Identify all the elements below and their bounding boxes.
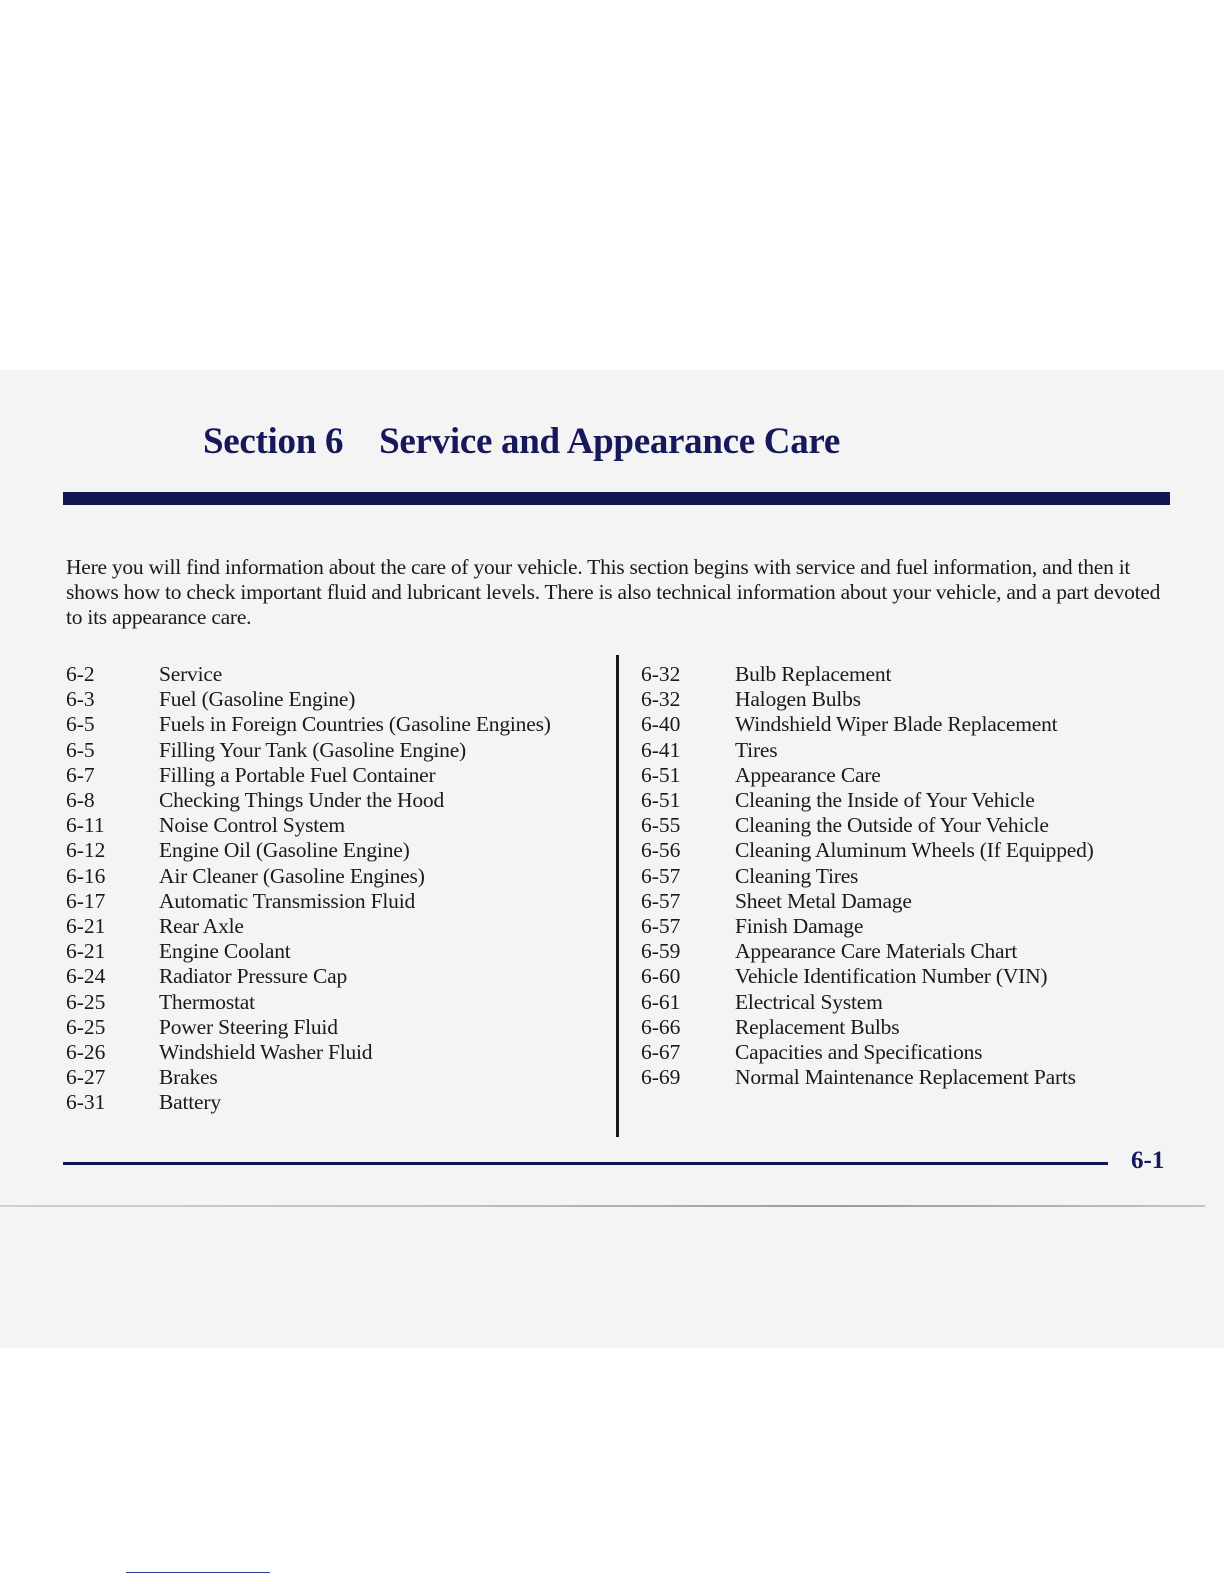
toc-entry-title: Appearance Care — [735, 762, 881, 787]
toc-page-number: 6-56 — [641, 838, 681, 863]
toc-entry-title: Bulb Replacement — [735, 662, 892, 686]
toc-entry[interactable] — [641, 838, 1181, 863]
toc-entry-title: Cleaning the Inside of Your Vehicle — [735, 788, 1035, 813]
toc-entry[interactable] — [66, 1040, 606, 1065]
toc-page-number: 6-3 — [66, 687, 95, 712]
toc-entry-title: Vehicle Identification Number (VIN) — [735, 964, 1048, 989]
toc-entry[interactable] — [641, 712, 1181, 737]
toc-page-number: 6-25 — [66, 989, 106, 1014]
toc-page-number: 6-57 — [641, 888, 681, 913]
toc-page-number: 6-32 — [641, 662, 681, 686]
toc-entry-title: Finish Damage — [735, 914, 864, 939]
toc-entry[interactable] — [66, 687, 606, 712]
toc-entry[interactable] — [66, 964, 606, 989]
toc-entry[interactable] — [66, 1065, 606, 1090]
toc-page-number: 6-21 — [66, 914, 106, 939]
toc-entry-title: Checking Things Under the Hood — [159, 788, 445, 813]
toc-page-number: 6-2 — [66, 662, 95, 686]
toc-entry[interactable] — [641, 939, 1181, 964]
heading-rule — [63, 492, 1170, 505]
toc-entry-title: Noise Control System — [159, 813, 345, 838]
toc-page-number: 6-12 — [66, 838, 106, 863]
toc-page-number: 6-60 — [641, 964, 681, 989]
toc-entry[interactable] — [641, 990, 1181, 1015]
toc-entry[interactable] — [66, 763, 606, 788]
toc-entry-title: Windshield Washer Fluid — [159, 1040, 373, 1065]
toc-page-number: 6-40 — [641, 712, 681, 737]
toc-entry-title: Engine Oil (Gasoline Engine) — [159, 838, 410, 863]
toc-entry-title: Tires — [735, 737, 778, 762]
section-heading — [203, 420, 840, 463]
page-edge-line — [0, 1205, 1205, 1207]
toc-entry[interactable] — [66, 813, 606, 838]
toc-entry-title: Radiator Pressure Cap — [159, 964, 348, 989]
toc-page-number: 6-16 — [66, 863, 106, 888]
section-number: Section 6 — [203, 421, 344, 462]
toc-entry[interactable] — [641, 889, 1181, 914]
toc-entry[interactable] — [641, 687, 1181, 712]
toc-entry-title: Engine Coolant — [159, 939, 291, 964]
toc-page-number: 6-11 — [66, 813, 105, 838]
toc-entry-title: Air Cleaner (Gasoline Engines) — [159, 863, 425, 888]
toc-entry-title: Cleaning Aluminum Wheels (If Equipped) — [735, 838, 1094, 863]
toc-entry[interactable] — [66, 788, 606, 813]
toc-page-number: 6-32 — [641, 687, 681, 712]
toc-page-number: 6-27 — [66, 1065, 106, 1090]
toc-page-number: 6-5 — [66, 712, 95, 737]
toc-page-number: 6-31 — [66, 1090, 106, 1115]
toc-entry[interactable] — [66, 738, 606, 763]
toc-page-number: 6-69 — [641, 1065, 681, 1090]
toc-entry-title: Sheet Metal Damage — [735, 888, 912, 913]
toc-page-number: 6-59 — [641, 939, 681, 964]
toc-entry-title: Cleaning the Outside of Your Vehicle — [735, 813, 1049, 838]
toc-entry[interactable] — [641, 813, 1181, 838]
toc-entry-title: Thermostat — [159, 989, 255, 1014]
toc-entry[interactable] — [66, 1015, 606, 1040]
toc-page-number: 6-24 — [66, 964, 106, 989]
toc-entry-title: Fuels in Foreign Countries (Gasoline Engines) — [159, 712, 551, 737]
toc-entry-title: Fuel (Gasoline Engine) — [159, 687, 356, 712]
toc-page-number: 6-25 — [66, 1014, 106, 1039]
toc-page-number: 6-66 — [641, 1014, 681, 1039]
toc-page-number: 6-57 — [641, 914, 681, 939]
toc-entry-title: Brakes — [159, 1065, 218, 1090]
toc-entry-title: Service — [159, 662, 223, 686]
toc-entry-title: Capacities and Specifications — [735, 1040, 983, 1065]
toc-page-number: 6-26 — [66, 1040, 106, 1065]
toc-entry-title: Normal Maintenance Replacement Parts — [735, 1065, 1076, 1090]
toc-entry[interactable] — [66, 662, 606, 687]
toc-entry[interactable] — [641, 964, 1181, 989]
toc-entry[interactable] — [641, 662, 1181, 687]
toc-entry[interactable] — [641, 788, 1181, 813]
toc-entry-title: Battery — [159, 1090, 221, 1115]
column-divider — [616, 655, 619, 1137]
toc-entry-title: Windshield Wiper Blade Replacement — [735, 712, 1058, 737]
footer-rule — [63, 1162, 1108, 1165]
toc-page-number: 6-55 — [641, 813, 681, 838]
toc-entry[interactable] — [66, 1090, 606, 1115]
toc-entry-title: Power Steering Fluid — [159, 1014, 338, 1039]
intro-paragraph: Here you will find information about the care of your vehicle. This section begins with service and fuel information, and then it shows how to check important fluid and lubricant levels. There is also technical information about your vehicle, and a part devoted to its appearance care. — [66, 555, 1161, 629]
toc-entry-title: Cleaning Tires — [735, 863, 859, 888]
toc-entry[interactable] — [66, 889, 606, 914]
toc-page-number: 6-57 — [641, 863, 681, 888]
toc-entry[interactable] — [641, 1015, 1181, 1040]
toc-entry[interactable] — [641, 1065, 1181, 1090]
toc-page-number: 6-67 — [641, 1040, 681, 1065]
toc-page-number: 6-5 — [66, 737, 95, 762]
toc-entry[interactable] — [641, 914, 1181, 939]
footer-underline — [126, 1572, 270, 1573]
toc-entry-title: Replacement Bulbs — [735, 1014, 900, 1039]
toc-page-number: 6-7 — [66, 762, 95, 787]
toc-page-number: 6-8 — [66, 788, 95, 813]
toc-entry-title: Appearance Care Materials Chart — [735, 939, 1018, 964]
toc-entry[interactable] — [641, 763, 1181, 788]
toc-entry[interactable] — [66, 939, 606, 964]
toc-right-column — [641, 662, 1181, 1090]
toc-entry-title: Halogen Bulbs — [735, 687, 861, 712]
page-number: 6-1 — [1131, 1147, 1165, 1174]
toc-left-column — [66, 662, 606, 1116]
toc-page-number: 6-61 — [641, 989, 681, 1014]
toc-entry[interactable] — [66, 914, 606, 939]
toc-page-number: 6-41 — [641, 737, 681, 762]
toc-entry-title: Electrical System — [735, 989, 883, 1014]
toc-entry[interactable] — [66, 990, 606, 1015]
toc-entry[interactable] — [66, 864, 606, 889]
toc-entry[interactable] — [66, 712, 606, 737]
toc-entry-title: Filling a Portable Fuel Container — [159, 762, 436, 787]
toc-entry[interactable] — [66, 838, 606, 863]
toc-entry[interactable] — [641, 738, 1181, 763]
toc-page-number: 6-21 — [66, 939, 106, 964]
toc-page-number: 6-17 — [66, 888, 106, 913]
toc-entry-title: Rear Axle — [159, 914, 244, 939]
toc-page-number: 6-51 — [641, 762, 681, 787]
toc-entry-title: Automatic Transmission Fluid — [159, 888, 416, 913]
toc-entry-title: Filling Your Tank (Gasoline Engine) — [159, 737, 467, 762]
toc-entry[interactable] — [641, 1040, 1181, 1065]
toc-entry[interactable] — [641, 864, 1181, 889]
section-title: Service and Appearance Care — [379, 421, 841, 462]
toc-page-number: 6-51 — [641, 788, 681, 813]
